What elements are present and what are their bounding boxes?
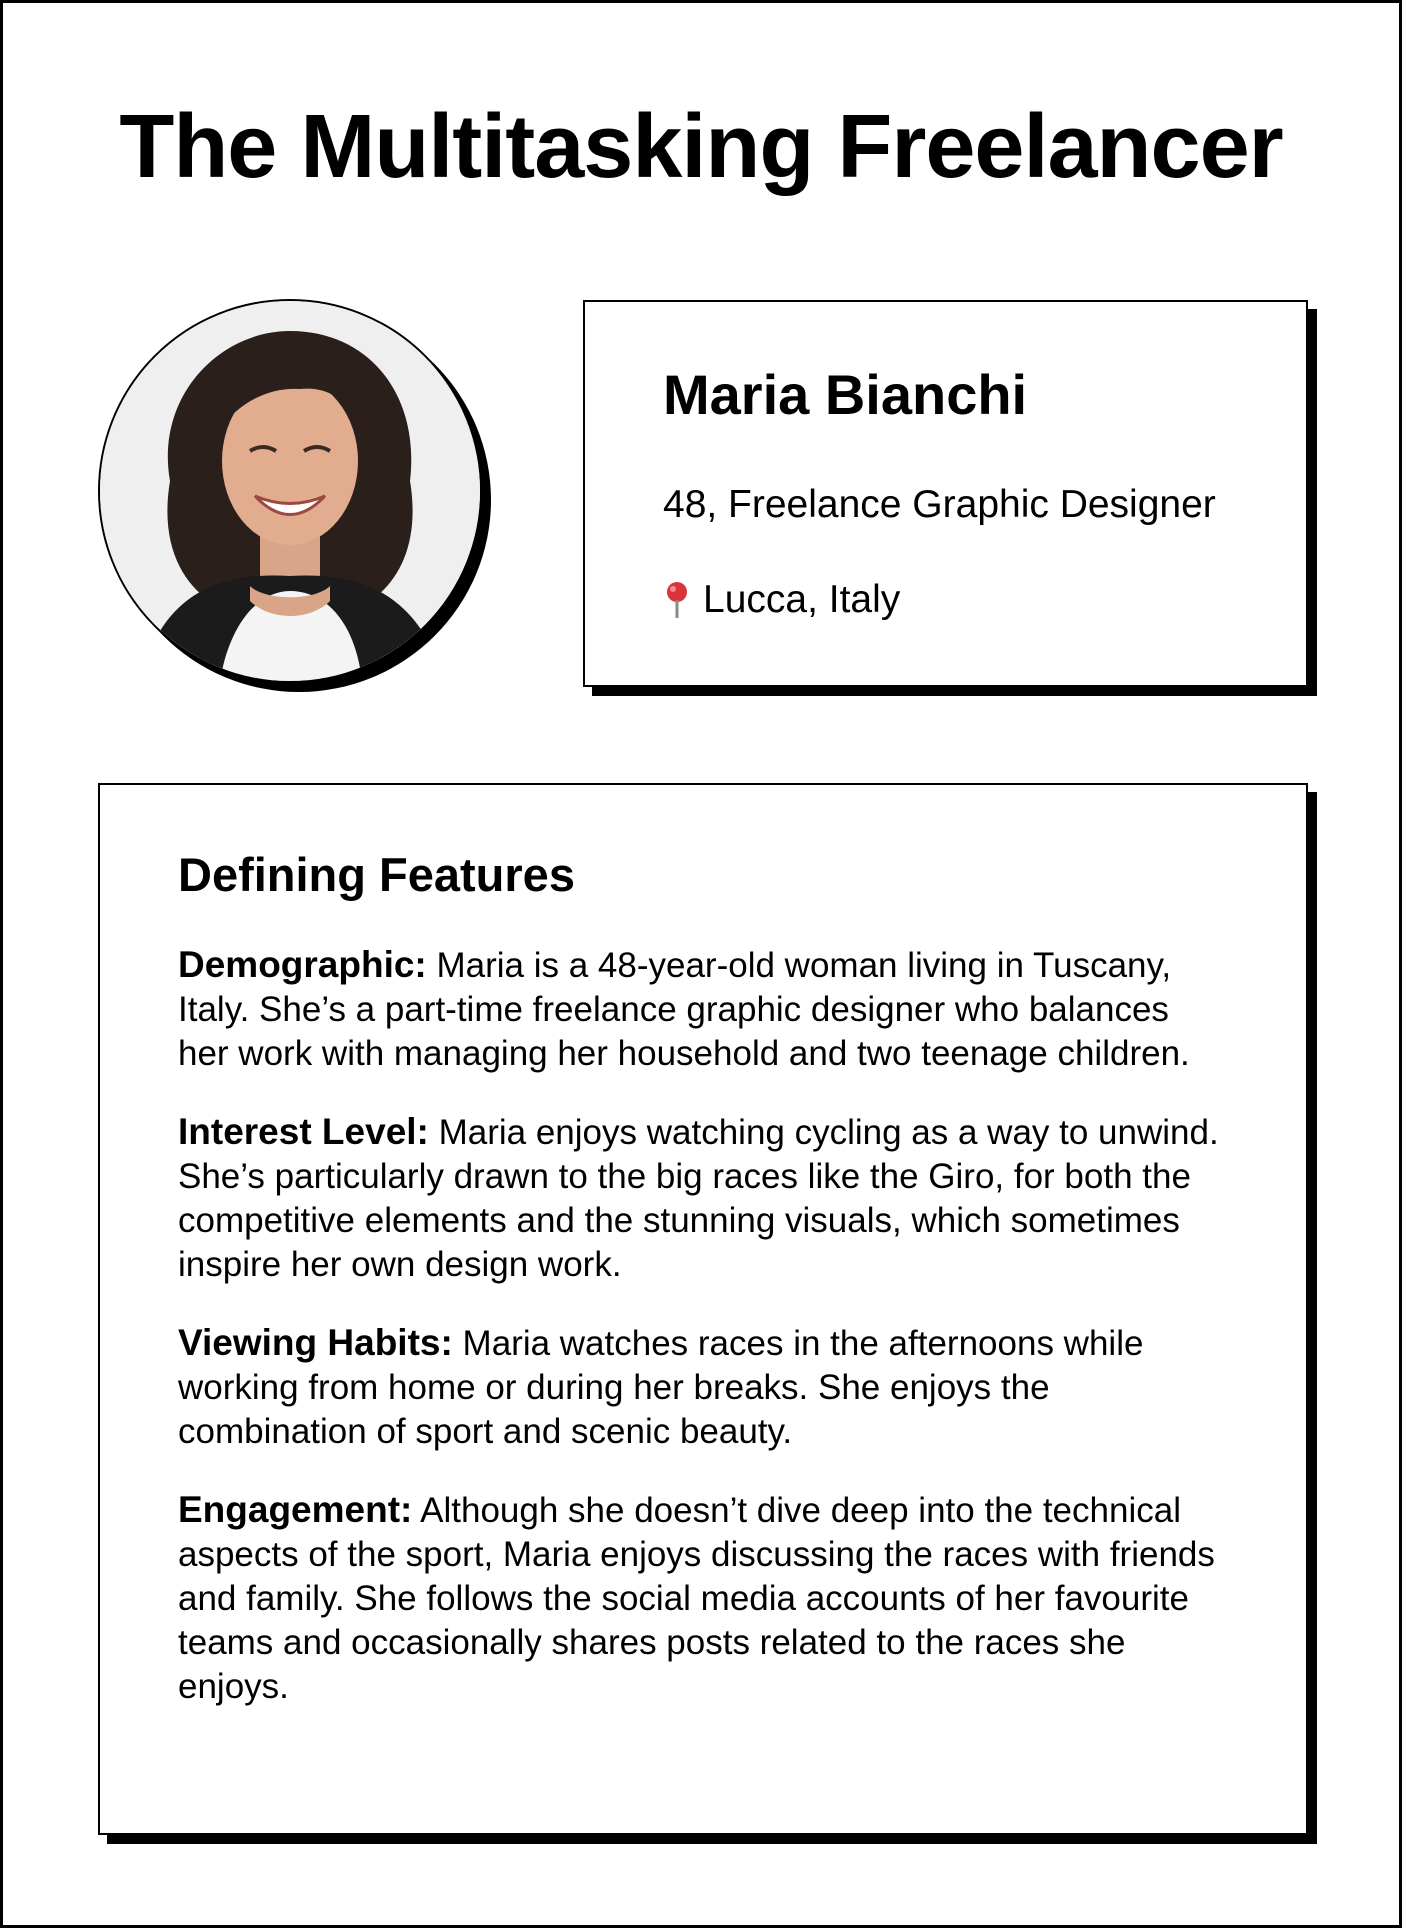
feature-demographic [178, 943, 1228, 1076]
feature-text: Although she doesn’t dive deep into the technical aspects of the sport, Maria enjoys discussing the races with friends and family. She follows the social media accounts of her favourite teams and occasionally shares posts related to the races she enjoys. [178, 1491, 1215, 1707]
avatar [98, 299, 482, 683]
page-title: The Multitasking Freelancer [119, 97, 1283, 197]
pushpin-icon [663, 580, 691, 620]
portrait-photo [100, 301, 480, 681]
location-text: Lucca, Italy [703, 578, 901, 621]
feature-viewing-habits [178, 1321, 1228, 1454]
feature-label: Viewing Habits: [178, 1322, 453, 1364]
feature-label: Demographic: [178, 944, 427, 986]
features-heading: Defining Features [178, 848, 575, 901]
persona-name: Maria Bianchi [663, 363, 1028, 426]
persona-location [663, 577, 900, 624]
feature-text: Maria is a 48-year-old woman living in Tuscany, Italy. She’s a part-time freelance graphic designer who balances her work with managing her household and two teenage children. [178, 946, 1190, 1074]
feature-interest-level [178, 1110, 1228, 1287]
identity-card [583, 300, 1308, 687]
feature-label: Interest Level: [178, 1111, 429, 1153]
feature-text: Maria watches races in the afternoons while working from home or during her breaks. She enjoys the combination of sport and scenic beauty. [178, 1324, 1144, 1452]
feature-label: Engagement: [178, 1489, 413, 1531]
feature-text: Maria enjoys watching cycling as a way to unwind. She’s particularly drawn to the big races like the Giro, for both the competitive elements and the stunning visuals, which sometimes inspire her own design work. [178, 1113, 1219, 1285]
persona-role: 48, Freelance Graphic Designer [663, 483, 1216, 526]
feature-engagement [178, 1488, 1228, 1709]
defining-features-card [98, 783, 1308, 1835]
